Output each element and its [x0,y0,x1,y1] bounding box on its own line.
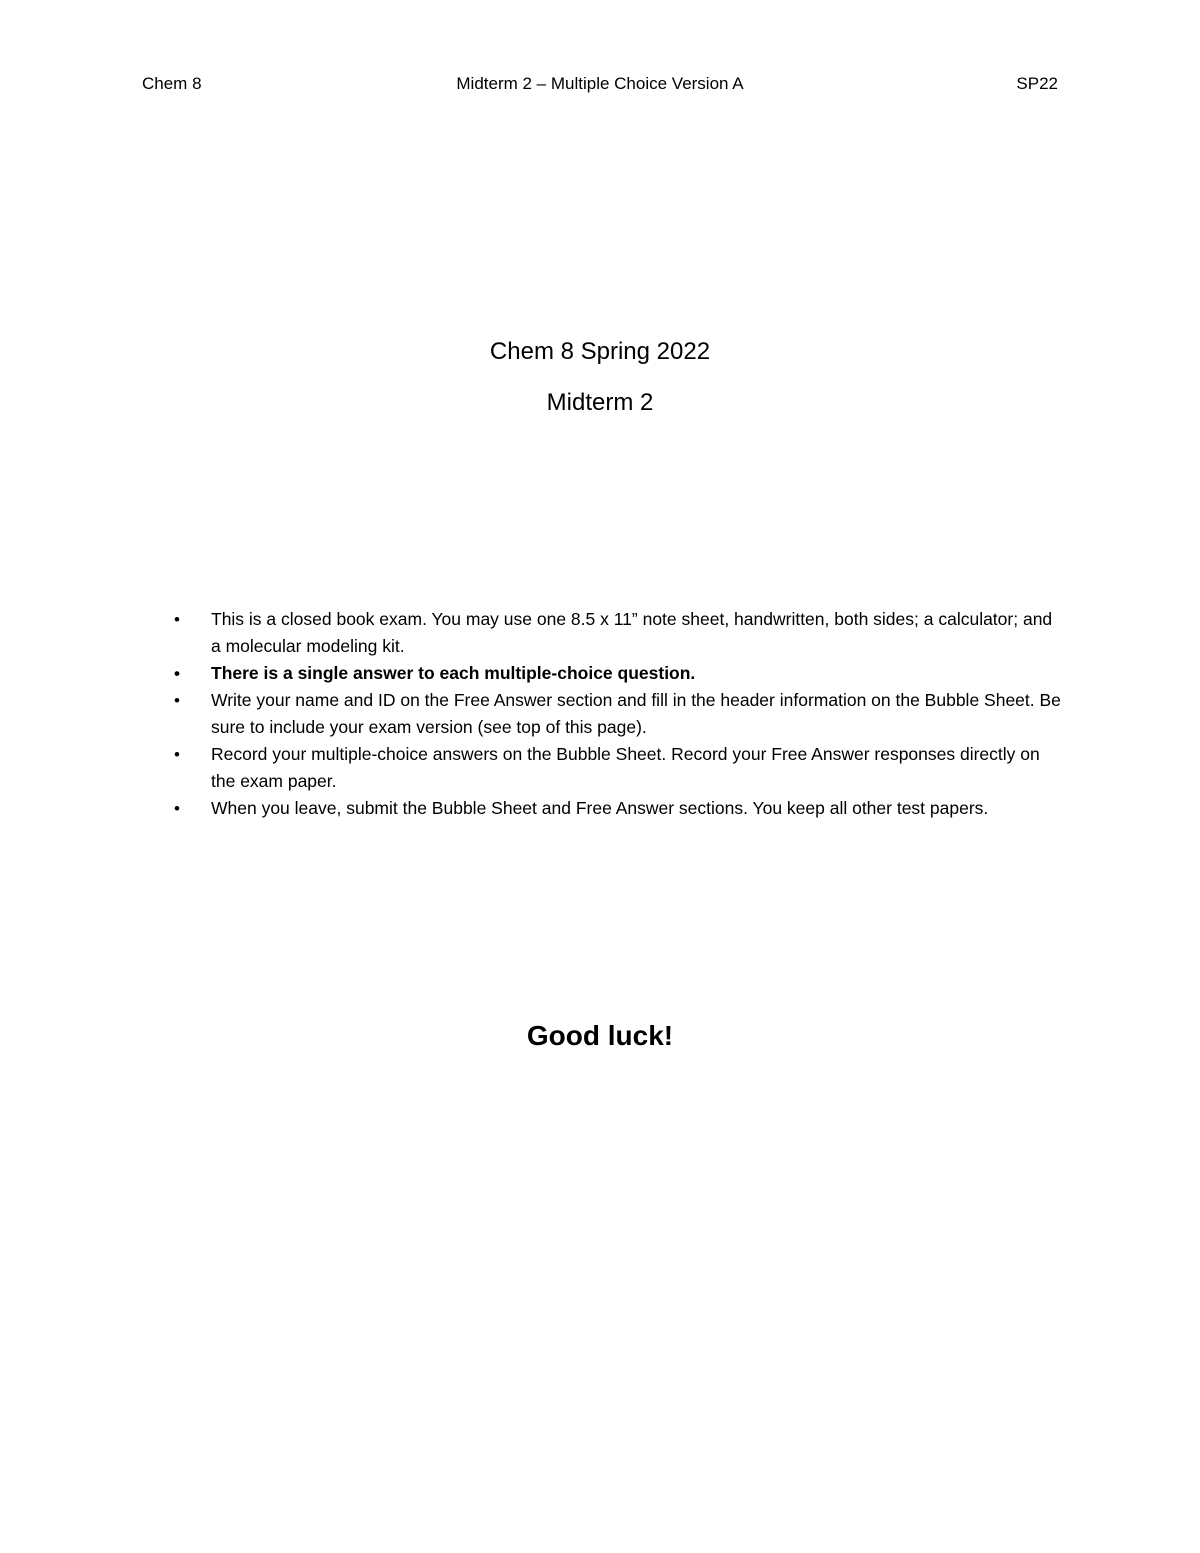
instruction-text: This is a closed book exam. You may use one 8.5 x 11” note sheet, handwritten, both sides; a calculator; and a molecular modeling kit. [211,609,1053,656]
instruction-item [166,741,1066,795]
instruction-item [166,660,1066,687]
bullet-icon: • [174,745,180,764]
bullet-icon: • [174,799,180,818]
bullet-icon: • [174,664,180,683]
instruction-text: Record your multiple-choice answers on the Bubble Sheet. Record your Free Answer responses directly on the exam paper. [211,744,1040,791]
header-exam-version: Midterm 2 – Multiple Choice Version A [456,74,744,93]
header-term: SP22 [1016,74,1058,93]
exam-name-title: Midterm 2 [546,389,654,416]
instruction-text: Write your name and ID on the Free Answer section and fill in the header information on the Bubble Sheet. Be sure to include your exam version (see top of this page). [211,690,1061,737]
bullet-icon: • [174,691,180,710]
header-course: Chem 8 [142,74,202,93]
bullet-icon: • [174,610,180,629]
instruction-item [166,687,1066,741]
course-term-title: Chem 8 Spring 2022 [489,338,711,365]
title-block [0,336,1200,419]
page-header [142,74,1058,98]
instruction-item [166,606,1066,660]
instruction-item [166,795,1066,822]
closing-message: Good luck! [526,1020,674,1051]
instructions-list [166,606,1066,822]
instruction-text: When you leave, submit the Bubble Sheet and Free Answer sections. You keep all other test papers. [211,798,989,818]
instruction-text: There is a single answer to each multiple-choice question. [211,663,696,683]
